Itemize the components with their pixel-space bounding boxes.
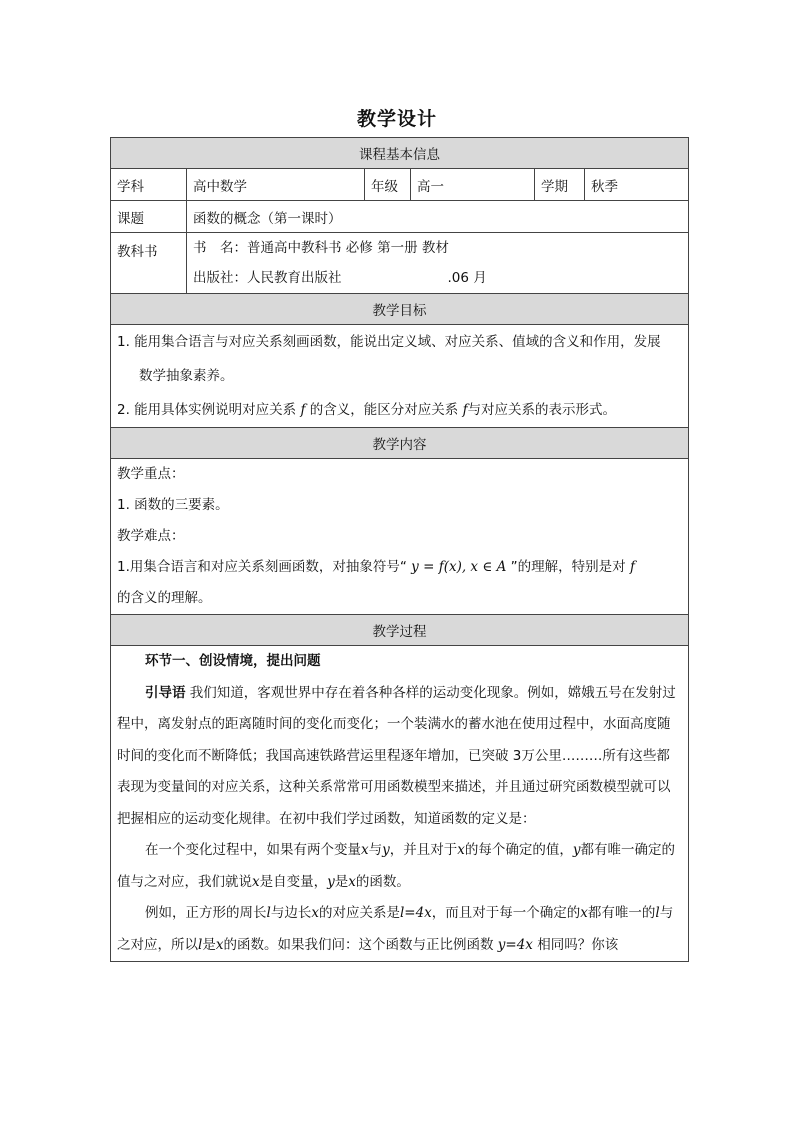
difficulty-item-line-2: 的含义的理解。 xyxy=(117,590,212,606)
text: 相同吗？你该 xyxy=(537,936,619,953)
text: ，而且对于每一个确定的 xyxy=(431,905,581,921)
math-f: f xyxy=(462,402,468,418)
section-header-basic-info: 课程基本信息 xyxy=(111,138,689,169)
math-l: l xyxy=(266,905,271,921)
text: 与边长 xyxy=(270,905,312,921)
goal-item-1-line-2: 数学抽象素养。 xyxy=(139,368,234,384)
text: 的每个确定的值， xyxy=(464,842,573,858)
textbook-label: 教科书 xyxy=(111,233,187,294)
math-x: x xyxy=(580,905,588,921)
definition-paragraph xyxy=(117,835,682,898)
math-f: f xyxy=(629,559,635,575)
lesson-table xyxy=(110,137,689,962)
math-f: f xyxy=(300,402,306,418)
text: 与之对应，所以 xyxy=(117,905,674,953)
stage-1-heading: 环节一、创设情境，提出问题 xyxy=(145,653,321,669)
term-value: 秋季 xyxy=(585,169,689,201)
textbook-info xyxy=(187,233,689,294)
key-point-item: 1. 函数的三要素。 xyxy=(117,497,229,513)
text: 在一个变化过程中，如果有两个变量 xyxy=(145,842,361,858)
math-x: x xyxy=(348,873,356,890)
text: 都有唯一确定的值与之对应，我们就说 xyxy=(117,842,676,890)
text: 的函数。如果我们问：这个函数与正比例函数 xyxy=(223,936,494,953)
math-x: x xyxy=(457,842,465,858)
math-equation: l=4x xyxy=(399,905,432,921)
text: 的函数。 xyxy=(355,873,410,890)
math-x: x xyxy=(361,842,369,858)
section-header-process: 教学过程 xyxy=(111,615,689,646)
key-point-label: 教学重点： xyxy=(117,466,185,482)
example-paragraph xyxy=(117,898,682,961)
grade-label: 年级 xyxy=(365,169,411,201)
content-body xyxy=(111,459,689,615)
goals-body xyxy=(111,325,689,428)
section-header-goals: 教学目标 xyxy=(111,294,689,325)
lead-text: 我们知道，客观世界中存在着各种各样的运动变化现象。例如，嫦娥五号在发射过程中，离发射点的距离随时间的变化而变化；一个装满水的蓄水池在使用过程中，水面高度随时间的变化而不断降低；我国高速铁路营运里程逐年增加，已突破 3万公里………所有这些都表现为变量间的对应关系，这种关系常常可用函数模型来描述，并且通过研究函数模型就可以把握相应的运动变化规律。在初中我们学过函数，知道函数的定义是： xyxy=(117,684,676,827)
textbook-publisher: 出版社：人民教育出版社 xyxy=(193,270,342,286)
section-header-content: 教学内容 xyxy=(111,428,689,459)
goal-item-2 xyxy=(117,393,682,427)
topic-value: 函数的概念（第一课时） xyxy=(187,201,689,233)
grade-value: 高一 xyxy=(411,169,535,201)
goal-item-2-text-a: 2. 能用具体实例说明对应关系 xyxy=(117,402,297,418)
math-l: l xyxy=(655,905,660,921)
math-equation: y=4x xyxy=(497,936,533,953)
difficulty-text-b: ”的理解，特别是对 xyxy=(510,559,626,575)
text: 例如，正方形的周长 xyxy=(145,905,267,921)
text: 是 xyxy=(202,936,216,953)
math-y: y xyxy=(327,873,335,890)
document-title: 教学设计 xyxy=(356,108,437,130)
math-x: x xyxy=(311,905,319,921)
math-y: y xyxy=(382,842,390,858)
math-formula: y = f(x), x ∈ A xyxy=(411,559,507,575)
text: 都有唯一的 xyxy=(587,905,656,921)
text: 是 xyxy=(334,873,349,890)
textbook-publisher-line xyxy=(193,263,682,293)
subject-value: 高中数学 xyxy=(187,169,365,201)
textbook-name: 书 名：普通高中教科书 必修 第一册 教材 xyxy=(193,240,449,256)
difficulty-label: 教学难点： xyxy=(117,528,185,544)
goal-item-2-text-b: 的含义，能区分对应关系 xyxy=(309,402,459,418)
goal-item-1-line-1: 1. 能用集合语言与对应关系刻画函数，能说出定义域、对应关系、值域的含义和作用，发展 xyxy=(117,334,661,350)
topic-label: 课题 xyxy=(111,201,187,233)
term-label: 学期 xyxy=(535,169,585,201)
process-body xyxy=(111,646,689,962)
math-l: l xyxy=(198,936,203,953)
math-y: y xyxy=(572,842,581,858)
goal-item-2-text-c: 与对应关系的表示形式。 xyxy=(467,402,617,418)
math-x: x xyxy=(252,873,260,890)
text: 与 xyxy=(368,842,383,858)
text: 的对应关系是 xyxy=(318,905,400,921)
lead-paragraph xyxy=(117,678,682,836)
math-x: x xyxy=(215,936,224,953)
difficulty-text-a: 1.用集合语言和对应关系刻画函数，对抽象符号“ xyxy=(117,559,407,575)
difficulty-item xyxy=(117,552,682,583)
subject-label: 学科 xyxy=(111,169,187,201)
text: 是自变量， xyxy=(259,873,328,890)
text: ，并且对于 xyxy=(389,842,458,858)
textbook-pub-date: .06 月 xyxy=(447,270,487,286)
lead-label: 引导语 xyxy=(145,684,186,701)
